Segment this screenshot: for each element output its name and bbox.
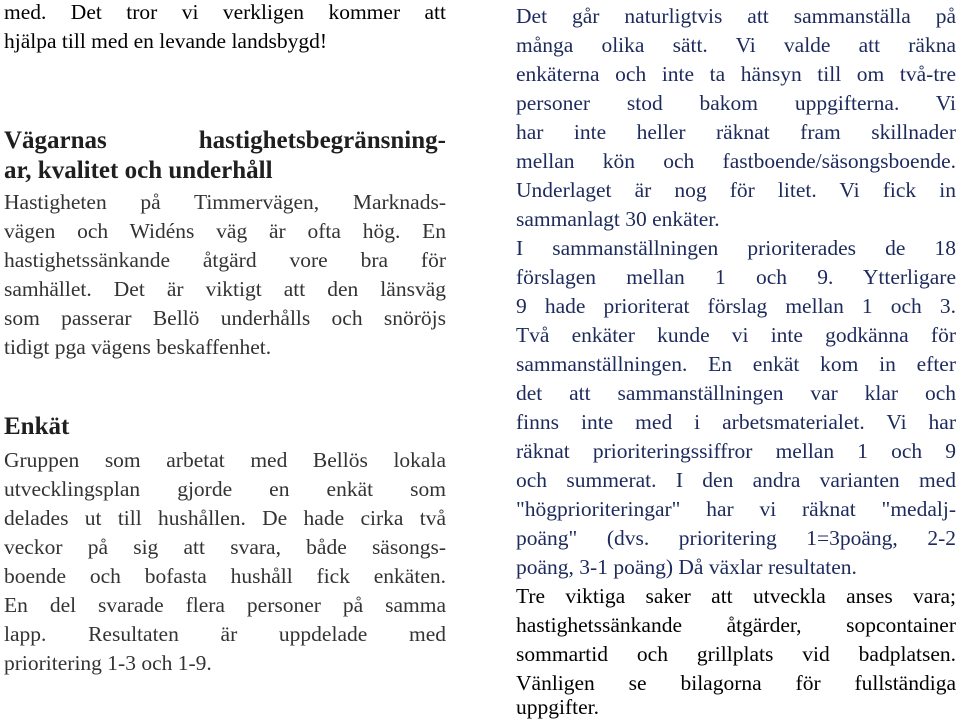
survey-body-line-3: delades ut till hushållen. De hade cirka två	[4, 506, 446, 530]
survey-body-line-5: boende och bofasta hushåll fick enkäten.	[4, 564, 446, 588]
roads-body-line-3: hastighetssänkande åtgärd vore bra för	[4, 248, 446, 272]
right-line-15: finns inte med i arbetsmaterialet. Vi har	[516, 410, 956, 434]
intro-line-2: hjälpa till med en levande landsbygd!	[4, 29, 328, 53]
right-line-6: mellan kön och fastboende/säsongsboende.	[516, 149, 956, 173]
right-line-24: Vänligen se bilagorna för fullständiga	[516, 671, 956, 695]
roads-body-line-6: tidigt pga vägens beskaffenhet.	[4, 335, 272, 359]
right-line-9: I sammanställningen prioriterades de 18	[516, 236, 956, 260]
right-line-17: och summerat. I den andra varianten med	[516, 468, 956, 492]
survey-body-line-1: Gruppen som arbetat med Bellös lokala	[4, 448, 446, 472]
survey-body-line-4: veckor på sig att svara, både säsongs-	[4, 535, 446, 559]
right-line-1: Det går naturligtvis att sammanställa på	[516, 4, 956, 28]
survey-body-line-2: utvecklingsplan gjorde en enkät som	[4, 477, 446, 501]
section-heading-roads-line-1: Vägarnas hastighetsbegränsning-	[4, 127, 446, 154]
roads-body-line-5: som passerar Bellö underhålls och snöröjs	[4, 306, 446, 330]
survey-body-line-6: En del svarade flera personer på samma	[4, 593, 446, 617]
right-line-12: Två enkäter kunde vi inte godkänna för	[516, 323, 956, 347]
right-line-22: hastighetssänkande åtgärder, sopcontainer	[516, 613, 956, 637]
right-line-10: förslagen mellan 1 och 9. Ytterligare	[516, 265, 956, 289]
right-line-19: poäng" (dvs. prioritering 1=3poäng, 2-2	[516, 526, 956, 550]
survey-body-line-8: prioritering 1-3 och 1-9.	[4, 651, 212, 675]
roads-body-line-4: samhället. Det är viktigt att den länsväg	[4, 277, 446, 301]
right-line-13: sammanställningen. En enkät kom in efter	[516, 352, 956, 376]
right-line-16: räknat prioriteringssiffror mellan 1 och 9	[516, 439, 956, 463]
right-line-11: 9 hade prioriterat förslag mellan 1 och 3.	[516, 294, 956, 318]
intro-line-1: med. Det tror vi verkligen kommer att	[4, 0, 446, 24]
right-line-23: sommartid och grillplats vid badplatsen.	[516, 642, 956, 666]
right-line-14: det att sammanställningen var klar och	[516, 381, 956, 405]
section-heading-survey: Enkät	[4, 413, 70, 440]
right-line-18: "högprioriteringar" har vi räknat "medalj-	[516, 497, 956, 521]
right-line-2: många olika sätt. Vi valde att räkna	[516, 33, 956, 57]
right-line-4: personer stod bakom uppgifterna. Vi	[516, 91, 956, 115]
survey-body-line-7: lapp. Resultaten är uppdelade med	[4, 622, 446, 646]
right-line-21: Tre viktiga saker att utveckla anses vara;	[516, 584, 956, 608]
right-line-7: Underlaget är nog för litet. Vi fick in	[516, 178, 956, 202]
right-line-5: har inte heller räknat fram skillnader	[516, 120, 956, 144]
right-line-8: sammanlagt 30 enkäter.	[516, 207, 720, 231]
roads-body-line-1: Hastigheten på Timmervägen, Marknads-	[4, 190, 446, 214]
right-line-3: enkäterna och inte ta hänsyn till om två-tre	[516, 62, 956, 86]
right-line-20: poäng, 3-1 poäng) Då växlar resultaten.	[516, 555, 857, 579]
section-heading-roads-line-2: ar, kvalitet och underhåll	[4, 157, 273, 184]
roads-body-line-2: vägen och Widéns väg är ofta hög. En	[4, 219, 446, 243]
right-line-25: uppgifter.	[516, 695, 599, 719]
